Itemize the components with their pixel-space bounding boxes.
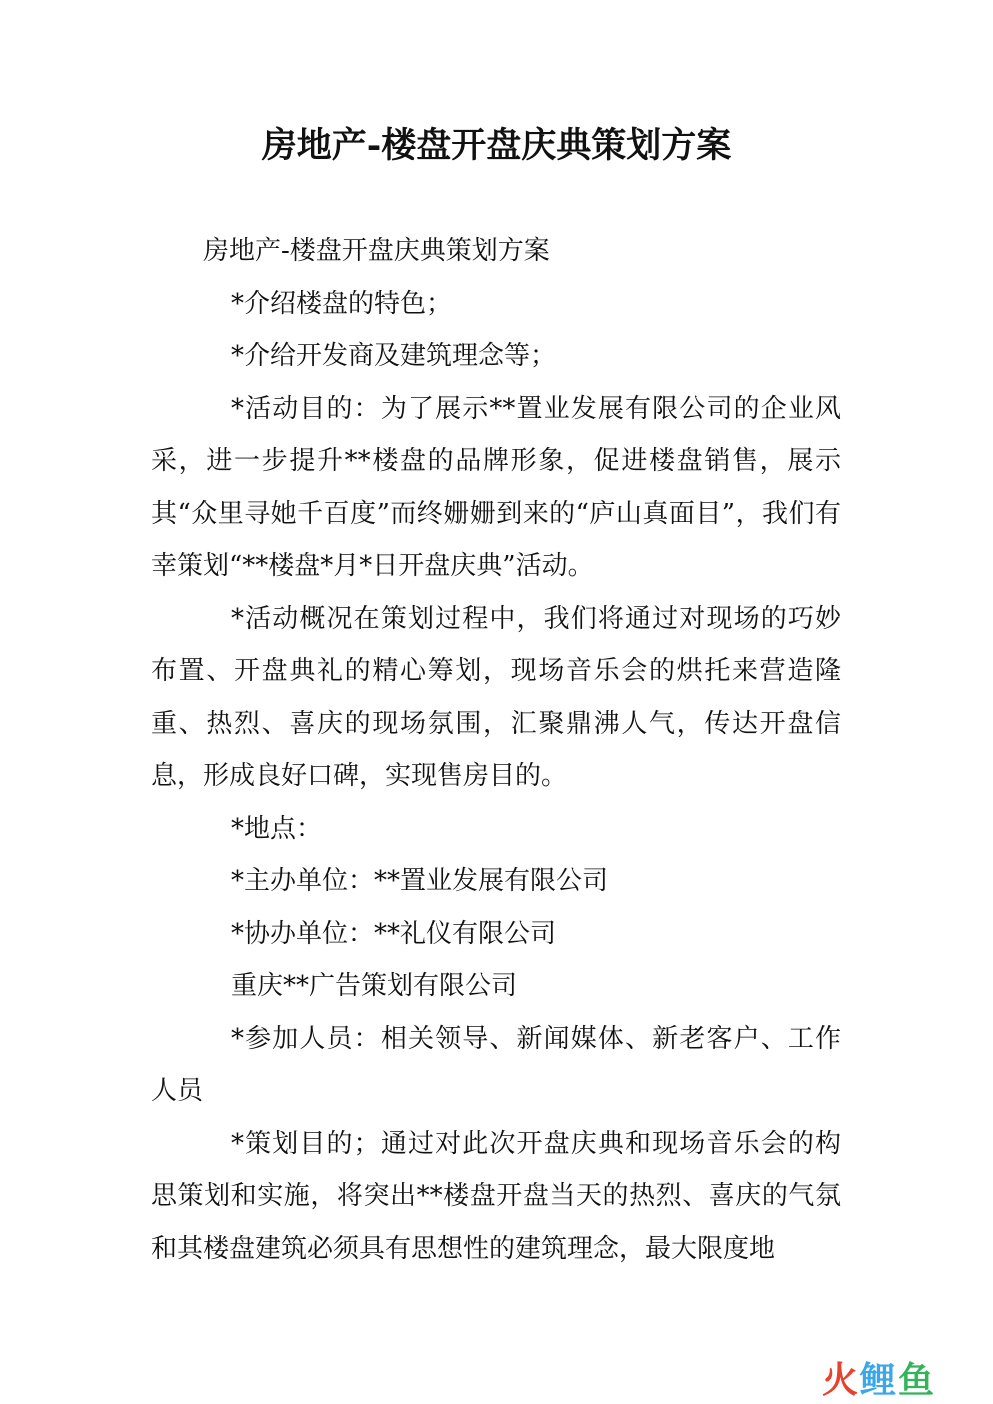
document-title: 房地产-楼盘开盘庆典策划方案	[261, 125, 732, 166]
paragraph-feature: *介绍楼盘的特色；	[231, 288, 453, 319]
paragraph-location: *地点：	[231, 813, 323, 844]
paragraph-co-organizer-2: 重庆**广告策划有限公司	[231, 971, 518, 1001]
paragraph-overview: *活动概况在策划过程中，我们将通过对现场的巧妙布置、开盘典礼的精心筹划，现场音乐会的烘托来营造隆重、热烈、喜庆的现场氛围，汇聚鼎沸人气，传达开盘信息，形成良好口碑，实现售房目的。	[151, 603, 841, 791]
logo-char-fish: 鱼	[898, 1360, 935, 1401]
paragraph-purpose: *活动目的：为了展示**置业发展有限公司的企业风采，进一步提升**楼盘的品牌形象，促进楼盘销售，展示其“众里寻她千百度”而终姗姗到来的“庐山真面目”，我们有幸策划“**楼盘*月*日开盘庆典”活动。	[151, 393, 841, 581]
paragraph-subtitle: 房地产-楼盘开盘庆典策划方案	[203, 236, 550, 266]
paragraph-organizer: *主办单位：**置业发展有限公司	[231, 866, 609, 896]
logo-char-carp: 鲤	[860, 1360, 897, 1401]
paragraph-participants: *参加人员：相关领导、新闻媒体、新老客户、工作人员	[151, 1023, 841, 1106]
watermark-logo	[822, 1362, 982, 1400]
paragraph-developer: *介给开发商及建筑理念等；	[231, 341, 557, 371]
document-body	[151, 225, 841, 1275]
paragraph-co-organizer: *协办单位：**礼仪有限公司	[231, 918, 557, 949]
logo-char-fire: 火	[822, 1360, 859, 1401]
paragraph-planning-goal: *策划目的；通过对此次开盘庆典和现场音乐会的构思策划和实施，将突出**楼盘开盘当天的热烈、喜庆的气氛和其楼盘建筑必须具有思想性的建筑理念，最大限度地	[151, 1128, 841, 1264]
